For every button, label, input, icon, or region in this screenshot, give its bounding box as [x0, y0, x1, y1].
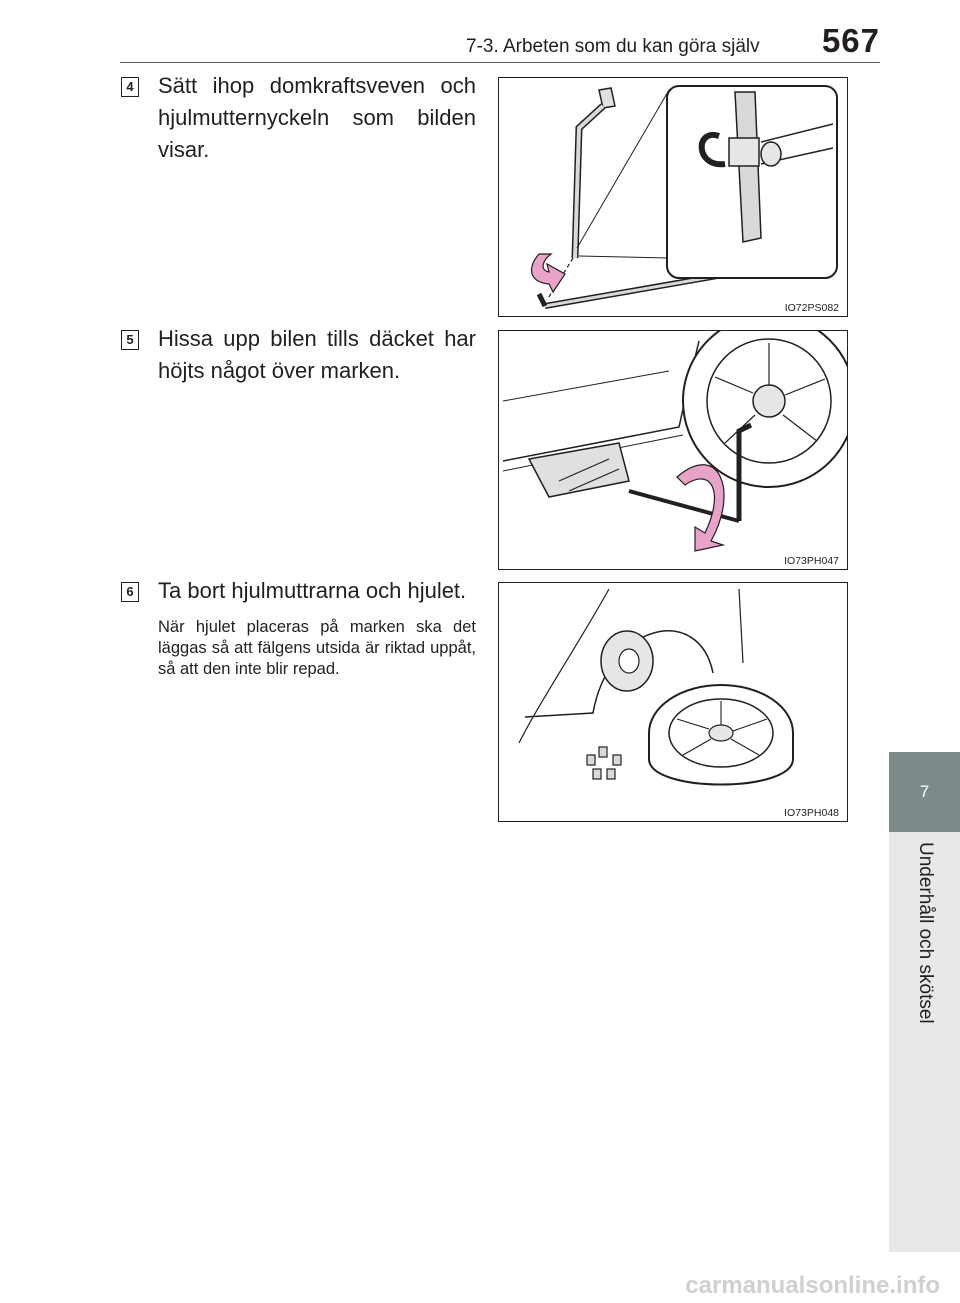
step-text-6: Ta bort hjulmuttrarna och hjulet. [158, 578, 467, 603]
chapter-number: 7 [919, 782, 930, 801]
section-title: 7-3. Arbeten som du kan göra själv [466, 36, 760, 57]
figure-remove-wheel [498, 582, 848, 822]
page-number: 567 [821, 22, 880, 59]
chapter-title: Underhåll och skötsel [915, 842, 936, 1024]
figure-jack-handle-assembly [498, 77, 848, 317]
figure-code: IO72PS082 [784, 302, 839, 314]
step-text-4: Sätt ihop domkraftsveven och hjulmutternyckeln som bilden visar. [158, 73, 476, 162]
step-number-6: 6 [121, 582, 139, 602]
figure-code: IO73PH048 [784, 807, 839, 819]
step-note-6: När hjulet placeras på marken ska det läggas så att fälgens utsida är riktad uppåt, så att den inte blir repad. [158, 618, 476, 678]
figure-raise-vehicle [498, 330, 848, 570]
step-number-5: 5 [121, 330, 139, 350]
step-text-5: Hissa upp bilen tills däcket har höjts något över marken. [158, 326, 476, 383]
figure-code: IO73PH047 [784, 555, 839, 567]
jack-handle-illustration [499, 78, 847, 316]
jack-raise-illustration [499, 331, 847, 569]
chapter-title-tab[interactable] [889, 832, 960, 1252]
step-number-4: 4 [121, 77, 139, 97]
remove-wheel-illustration [499, 583, 847, 821]
chapter-tab[interactable] [889, 752, 960, 832]
watermark: carmanualsonline.info [685, 1272, 940, 1299]
page-header [120, 16, 880, 63]
